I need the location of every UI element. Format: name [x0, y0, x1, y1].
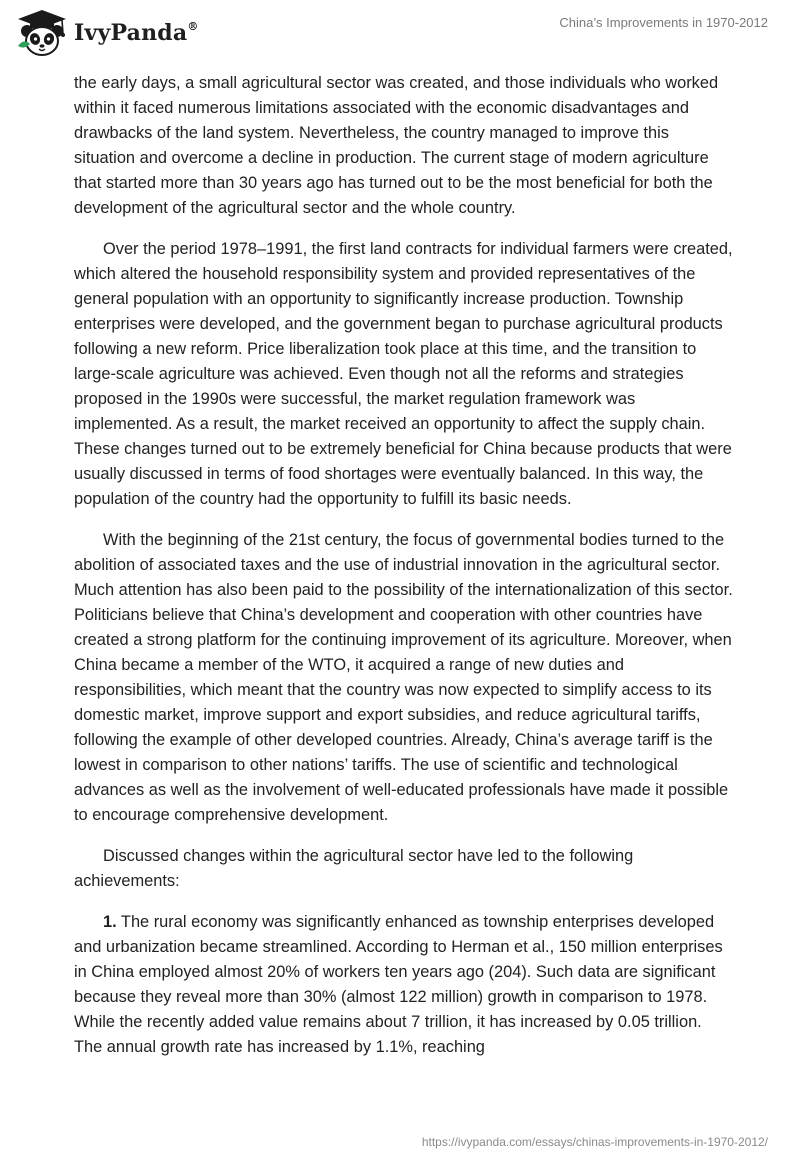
paragraph-3: With the beginning of the 21st century, the focus of governmental bodies turned to the abolition of associated taxes and the use of industrial innovation in the agricultural sector. Much attention has also been paid to the possibility of the internationalization of this sector. Politicians believe that China’s development and cooperation with other countries have created a strong platform for the continuing improvement of its agriculture. Moreover, when China became a member of the WTO, it acquired a range of new duties and responsibilities, which meant that the country was now expected to simplify access to its domestic market, improve support and export subsidies, and reduce agricultural tariffs, following the example of other developed countries. Already, China’s average tariff is the lowest in comparison to other nations’ tariffs. The use of scientific and technological advances as well as the involvement of well-educated professionals have made it possible to encourage comprehensive development. — [74, 531, 733, 824]
list-item-number: 1. — [103, 913, 117, 931]
document-title: China’s Improvements in 1970-2012 — [559, 15, 768, 30]
essay-body — [74, 71, 734, 1076]
paragraph-4: Discussed changes within the agricultural sector have led to the following achievements: — [74, 847, 634, 890]
panda-graduate-icon — [14, 8, 70, 58]
paragraph-1: the early days, a small agricultural sector was created, and those individuals who worked within it faced numerous limitations associated with the economic disadvantages and drawbacks of the land system. Nevertheless, the country managed to improve this situation and overcome a decline in production. The current stage of modern agriculture that started more than 30 years ago has turned out to be the most beneficial for both the development of the agricultural sector and the whole country. — [74, 74, 719, 217]
list-item-1 — [74, 910, 734, 1060]
list-item-text: The rural economy was significantly enhanced as township enterprises developed and urbanization became streamlined. According to Herman et al., 150 million enterprises in China employed almost 20% of workers ten years ago (204). Such data are significant because they reveal more than 30% (almost 122 million) growth in comparison to 1978. While the recently added value remains about 7 trillion, it has increased by 0.05 trillion. The annual growth rate has increased by 1.1%, reaching — [74, 913, 723, 1056]
page-header — [0, 0, 800, 64]
footer-url[interactable]: https://ivypanda.com/essays/chinas-improvements-in-1970-2012/ — [421, 1135, 768, 1149]
paragraph-2: Over the period 1978–1991, the first land contracts for individual farmers were created, which altered the household responsibility system and provided representatives of the general population with an opportunity to significantly increase production. Township enterprises were developed, and the government began to purchase agricultural products following a new reform. Price liberalization took place at this time, and the transition to large-scale agriculture was achieved. Even though not all the reforms and strategies proposed in the 1990s were successful, the market regulation framework was implemented. As a result, the market received an opportunity to affect the supply chain. These changes turned out to be extremely beneficial for China because products that were usually discussed in terms of food shortages were eventually balanced. In this way, the population of the country had the opportunity to fulfill its basic needs. — [74, 240, 733, 508]
brand-name: IvyPanda® — [74, 19, 199, 46]
ivypanda-logo[interactable] — [14, 8, 199, 58]
